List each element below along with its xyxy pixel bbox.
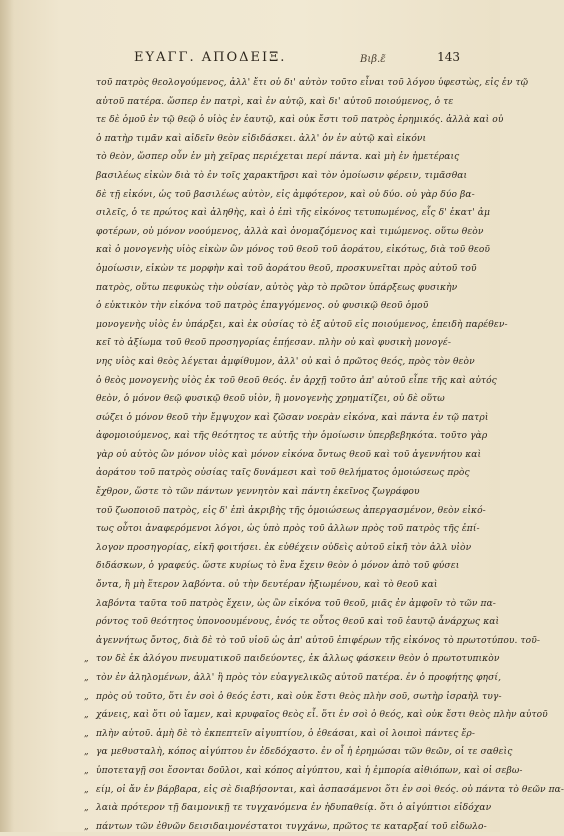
quoted-line-text: πλὴν αὐτοῦ. ἀμὴ δὲ τὸ ἐκπεπτεῖν αἰγυπτίου, ὁ ἐθεάσαι, καὶ οἱ λοιποὶ πάντες ἔρ-: [96, 728, 476, 739]
text-line: σιλεῖς, ὁ τε πρώτος καὶ ἀληθὴς, καὶ ὁ ἐπὶ τῆς εἰκόνος τετυπωμένος, εἷς δ' ἐκατ' ἀμ: [96, 208, 491, 219]
text-line: [84, 688, 502, 707]
signature-mark: Βιβ.ε̃: [360, 54, 386, 65]
text-line: [84, 762, 523, 781]
running-title: ΕΥΑΓΓ. ΑΠΟΔΕΙΞ.: [134, 50, 287, 65]
text-line: φοτέρων, οὐ μόνον νοούμενος, ἀλλὰ καὶ ὀνομαζόμενος καὶ τιμώμενος. οὕτω θεὸν: [96, 226, 484, 237]
text-line: ὁμοίωσιν, εἰκὼν τε μορφὴν καὶ τοῦ ἀοράτου θεοῦ, προσκυνεῖται πρὸς αὐτοῦ τοῦ: [96, 263, 477, 274]
text-line: [84, 781, 564, 800]
quotation-mark: „: [84, 784, 89, 795]
quoted-line-text: είμ, οἱ ἄν ἐν βάρβαρα, εἰς σὲ διαβήσονται, καὶ ἀσπασάμενοι ὅτι ἐν σοὶ θεός. οὐ πάντα τὸ θεῶν πα-: [96, 784, 564, 795]
text-line: ἀγεννήτως ὄντος, διὰ δὲ τὸ τοῦ υἱοῦ ὡς ἀπ' αὐτοῦ ἐπιφέρων τῆς εἰκόνος τὸ πρωτοτύπου. τοῦ-: [96, 635, 541, 646]
quoted-line-text: ὑποτεταγῇ σοι ἔσονται δοῦλοι, καὶ κόπος αἰγύπτου, καὶ ἡ ἐμπορία αἰθιόπων, καὶ οἱ σεβω-: [96, 765, 523, 776]
text-line: ρόντος τοῦ θεότητος ὑπονοουμένους, ἑνός τε οὗτος θεοῦ καὶ τοῦ ἑαυτῷ ἀνάρχως καὶ: [96, 617, 500, 628]
text-line: κεῖ τὸ ἀξίωμα τοῦ θεοῦ προσηγορίας ἐπῄεσαν. πλὴν οὐ καὶ φυσικὴ μονογέ-: [96, 338, 451, 349]
text-line: [84, 818, 487, 836]
quoted-line-text: τον δὲ ἐκ ἀλόγου πνευματικοῦ παιδεύοντες, ἐκ ἀλλως φάσκειν θεὸν ὁ πρωτοτυπικὸν: [96, 654, 500, 665]
text-line: αὐτοῦ πατέρα. ὥσπερ ἐν πατρὶ, καὶ ἐν αὐτῷ, καὶ δι' αὐτοῦ ποιούμενος, ὁ τε: [96, 96, 454, 107]
quoted-line-text: χάνεις, καὶ ὅτι οὐ ἴαμεν, καὶ κρυφαῖος θεὸς εἶ. ὅτι ἐν σοὶ ὁ θεός, καὶ οὐκ ἔστι θεὸς πλὴν αὐτοῦ: [96, 710, 548, 721]
text-line: μονογενὴς υἱὸς ἐν ὑπάρξει, καὶ ἐκ οὐσίας τὸ ἐξ αὐτοῦ εἰς ποιούμενος, ἐπειδὴ παρέθεν-: [96, 319, 508, 330]
text-line: ὄντα, ἢ μὴ ἕτερον λαβόντα. οὐ τὴν δευτέραν ἠξιωμένου, καὶ τὸ θεοῦ καὶ: [96, 580, 438, 591]
quotation-mark: „: [84, 673, 89, 683]
text-line: τως οὗτοι ἀναφερόμενοι λόγοι, ὡς ὑπὸ πρὸς τοῦ ἀλλων πρὸς τοῦ πατρὸς τῆς ἐπί-: [96, 524, 480, 535]
body-text: [84, 74, 564, 836]
text-line: [84, 799, 492, 818]
text-line: καὶ ὁ μονογενὴς υἱὸς εἰκὼν ὢν μόνος τοῦ θεοῦ τοῦ ἀοράτου, εἰκότως, διὰ τοῦ θεοῦ: [96, 245, 491, 256]
text-line: γὰρ οὐ αὐτὸς ὢν μόνον υἱὸς καὶ μόνον εἰκόνα ὄντως θεοῦ καὶ τοῦ ἀγεννήτου καὶ: [96, 449, 482, 460]
text-line: [84, 743, 513, 762]
text-line: λαβόντα ταῦτα τοῦ πατρὸς ἔχειν, ὡς ὢν εἰκόνα τοῦ θεοῦ, μιᾶς ἐν ἀμφοῖν τὸ τῶν πα-: [96, 598, 496, 609]
text-line: τὸ θεὸν, ὥσπερ οὖν ἐν μὴ χεῖρας περιέχεται περί πάντα. καὶ μὴ ἐν ἡμετέραις: [96, 152, 460, 163]
text-line: τοῦ ζωοποιοῦ πατρὸς, εἰς δ' ἐπὶ ἀκριβὴς τῆς ὁμοιώσεως ἀπεργασμένον, θεὸν εἰκό-: [96, 505, 486, 516]
text-line: θεὸν, ὁ μόνον θεῷ φυσικῷ θεοῦ υἱὸν, ἢ μονογενὴς χρηματίζει, οὐ δὲ οὕτω: [96, 394, 445, 405]
quotation-mark: „: [84, 654, 89, 665]
text-line: λογον προσηγορίας, εἰκῆ φοιτήσει. ἐκ εὐθέχειν οὐδεὶς αὐτοῦ εἰκῆ τὸν ἀλλ υἱὸν: [96, 542, 472, 553]
page-header: [60, 50, 460, 70]
text-line: νης υἱὸς καὶ θεὸς λέγεται ἀμφίθυμον, ἀλλ' οὐ καὶ ὁ πρῶτος θεός, πρὸς τὸν θεὸν: [96, 356, 475, 367]
quoted-line-text: πρὸς οὐ τοῦτο, ὅτι ἐν σοὶ ὁ θεός ἐστι, καὶ οὐκ ἔστι θεὸς πλὴν σοῦ, σωτὴρ ἰσραὴλ τυγ-: [96, 691, 502, 702]
text-line: ἔχθρον, ὥστε τὸ τῶν πάντων γεννητὸν καὶ πάντη ἐκεῖνος ζωγράφου: [96, 487, 420, 498]
page-gutter-shadow: [0, 0, 14, 832]
quotation-mark: „: [84, 747, 89, 758]
text-line: [84, 706, 548, 725]
text-line: διδάσκων, ὁ γραφεύς. ὥστε κυρίως τὸ ἓνα ἔχειν θεὸν ὁ μόνον ἀπὸ τοῦ φύσει: [96, 561, 460, 572]
text-line: ἀοράτου τοῦ πατρὸς οὐσίας ταῖς δυνάμεσι καὶ τοῦ θελήματος ὁμοιώσεως πρὸς: [96, 468, 470, 479]
text-line: βασιλέως εἰκὼν διὰ τὸ ἐν τοῖς χαρακτῆρσι καὶ τὸν ὁμοίωσιν φέρειν, τιμᾶσθαι: [96, 170, 468, 181]
text-line: τοῦ πατρὸς θεολογούμενος, ἀλλ' ἔτι οὐ δι' αὐτὸν τοῦτο εἶναι τοῦ λόγου ὑφεστὼς, εἰς ἐν τῷ: [96, 78, 529, 88]
text-line: ὁ πατὴρ τιμᾶν καὶ αἰδεῖν θεὸν εἰδιδάσκει. ἀλλ' ὁν ἐν αὐτῷ καὶ εἰκόνι: [96, 133, 427, 144]
quotation-mark: „: [84, 710, 89, 721]
text-line: [84, 669, 502, 688]
page-number: 143: [437, 50, 460, 64]
text-line: πατρὸς, οὕτω πεφυκὼς τὴν οὐσίαν, αὐτὸς γὰρ τὸ πρῶτον ὑπάρξεως φυσικὴν: [96, 282, 458, 293]
quotation-mark: „: [84, 821, 89, 832]
quoted-line-text: τὸν ἐν ἀληλομένων, ἀλλ' ἢ πρὸς τὸν εὐαγγελικῶς αὐτοῦ πατέρα. ἐν ὁ προφήτης φησί,: [96, 673, 502, 683]
text-line: δὲ τῇ εἰκόνι, ὡς τοῦ βασιλέως αὐτὸν, εἰς ἀμφότερον, καὶ οὐ δύο. οὐ γὰρ δύο βα-: [96, 189, 475, 200]
text-line: σώζει ὁ μόνον θεοῦ τὴν ἔμψυχον καὶ ζῶσαν νοερὰν εἰκόνα, καὶ πάντα ἐν τῷ πατρὶ: [96, 412, 489, 423]
text-line: [84, 725, 476, 744]
quoted-line-text: γα μεθυσταλὴ, κόπος αἰγύπτου ἐν ἐδεδόχαστο. ἐν οἷ ἡ ἐρημώσαι τῶν θεῶν, οἱ τε σαθεὶς: [96, 747, 513, 758]
text-line: τε δὲ ὁμοῦ ἐν τῷ θεῷ ὁ υἱὸς ἐν ἑαυτῷ, καὶ οὐκ ἔστι τοῦ πατρὸς ἐρημικός. ἀλλὰ καὶ οὐ: [96, 115, 504, 126]
text-line: [84, 650, 500, 669]
quotation-mark: „: [84, 728, 89, 739]
quotation-mark: „: [84, 765, 89, 776]
quotation-mark: „: [84, 691, 89, 702]
text-line: ἀφομοιούμενος, καὶ τῆς θεότητος τε αὐτῆς τὴν ὁμοίωσιν ὑπερβεβηκότα. τοῦτο γὰρ: [96, 431, 488, 442]
quoted-line-text: πάντων τῶν ἐθνῶν δεισιδαιμονέστατοι τυγχάνω, πρῶτος τε καταρξαί τοῦ εἰδωλο-: [96, 821, 487, 832]
text-line: ὁ θεὸς μονογενὴς υἱὸς ἐκ τοῦ θεοῦ θεός. ἐν ἀρχῇ τοῦτο ἀπ' αὐτοῦ εἶπε τῆς καὶ αὐτός: [96, 375, 497, 386]
quoted-line-text: λαιὰ πρότερον τῇ δαιμονικῇ τε τυγχανόμενα ἐν ἡδυπαθείᾳ. ὅτι ὁ αἰγύπτιοι εἰδόχαν: [96, 803, 492, 814]
text-line: ὁ εὐκτικὸν τὴν εἰκόνα τοῦ πατρὸς ἐπαγγόμενος. οὐ φυσικῷ θεοῦ ὁμοῦ: [96, 301, 429, 312]
quotation-mark: „: [84, 803, 89, 814]
